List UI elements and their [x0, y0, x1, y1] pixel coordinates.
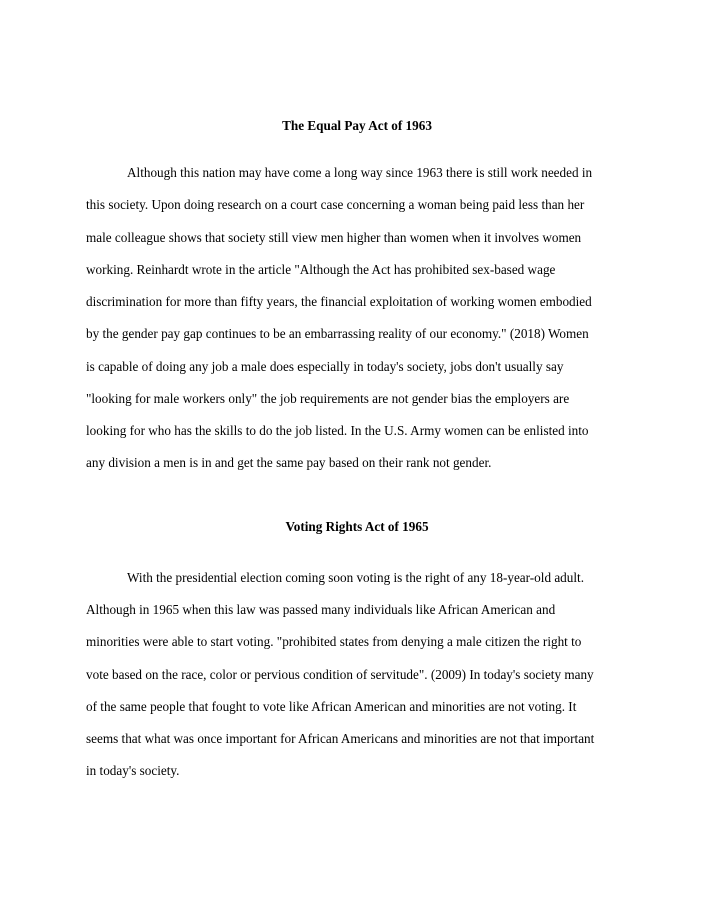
paragraph-line: vote based on the race, color or pervious condition of servitude". (2009) In today's society many	[86, 667, 594, 682]
paragraph-line: of the same people that fought to vote like African American and minorities are not voting. It	[86, 699, 577, 714]
section-heading-equal-pay-act: The Equal Pay Act of 1963	[282, 118, 432, 133]
paragraph-line: Although this nation may have come a long way since 1963 there is still work needed in	[127, 165, 593, 180]
paragraph-line: in today's society.	[86, 763, 180, 778]
paragraph-line: male colleague shows that society still view men higher than women when it involves women	[86, 230, 582, 245]
paragraph-line: is capable of doing any job a male does especially in today's society, jobs don't usually say	[86, 359, 564, 374]
paragraph-line: this society. Upon doing research on a court case concerning a woman being paid less than her	[86, 197, 585, 212]
section-heading-voting-rights-act: Voting Rights Act of 1965	[285, 519, 429, 534]
paragraph-line: working. Reinhardt wrote in the article "Although the Act has prohibited sex-based wage	[86, 262, 556, 277]
paragraph-line: Although in 1965 when this law was passed many individuals like African American and	[86, 602, 556, 617]
paragraph-line: looking for who has the skills to do the job listed. In the U.S. Army women can be enlisted into	[86, 423, 589, 438]
paragraph-line: minorities were able to start voting. "prohibited states from denying a male citizen the right to	[86, 634, 582, 649]
paragraph-line: seems that what was once important for African Americans and minorities are not that important	[86, 731, 595, 746]
paragraph-line: discrimination for more than fifty years, the financial exploitation of working women embodied	[86, 294, 592, 309]
paragraph-line: With the presidential election coming soon voting is the right of any 18-year-old adult.	[127, 570, 584, 585]
paragraph-line: any division a men is in and get the same pay based on their rank not gender.	[86, 455, 492, 470]
paragraph-line: by the gender pay gap continues to be an embarrassing reality of our economy." (2018) Women	[86, 326, 589, 341]
paragraph-line: "looking for male workers only" the job requirements are not gender bias the employers are	[86, 391, 570, 406]
